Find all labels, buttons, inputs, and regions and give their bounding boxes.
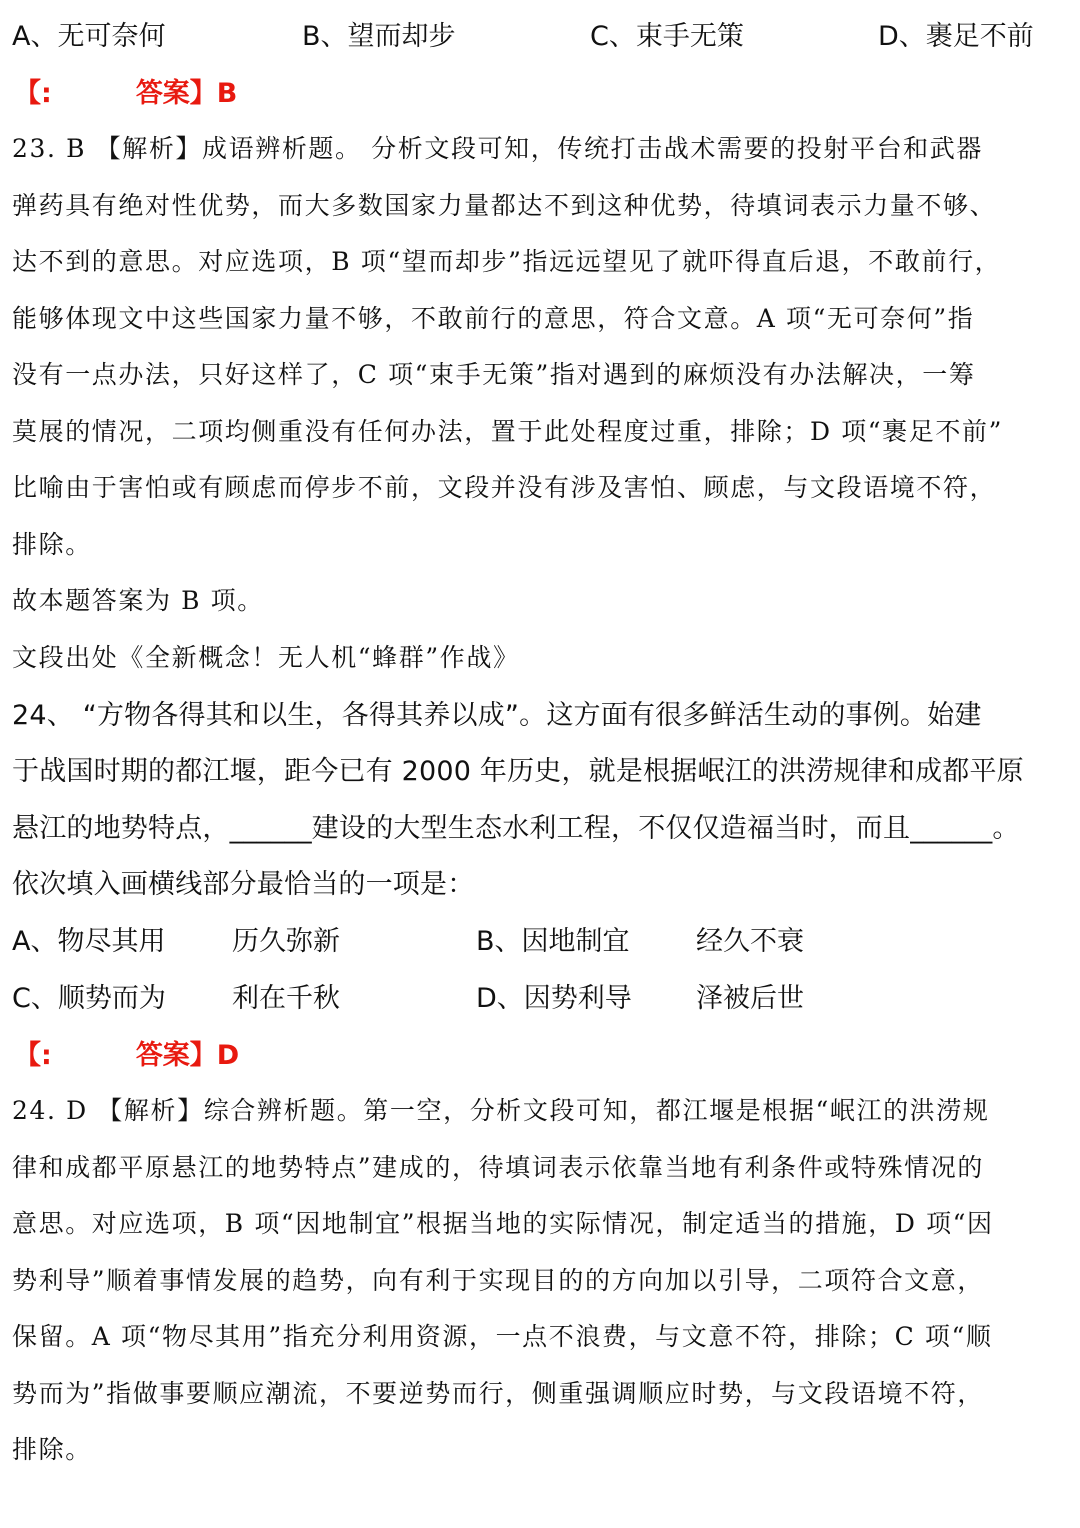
q24-answer (14, 1028, 239, 1084)
q23-explanation-line: 达不到的意思。对应选项，B 项“望而却步”指远远望见了就吓得直后退，不敢前行， (12, 247, 1002, 276)
q24-explanation-line: 排除。 (12, 1435, 92, 1464)
q24-question-line: 悬江的地势特点，______建设的大型生态水利工程，不仅仅造福当时，而且______。 (12, 813, 1020, 844)
q23-answer-text: 答案】B (135, 78, 238, 109)
q24-explanation-line: 保留。A 项“物尽其用”指充分利用资源，一点不浪费，与文意不符，排除；C 项“顺 (12, 1322, 993, 1351)
q24-option-b-label: B、因地制宜 (476, 926, 630, 957)
q23-answer (14, 66, 237, 122)
q23-answer-prefix: 【: (14, 78, 52, 109)
q23-explanation-line: 莫展的情况，二项均侧重没有任何办法，置于此处程度过重，排除；D 项“裹足不前” (12, 417, 1003, 446)
q24-explanation-line: 势而为”指做事要顺应潮流，不要逆势而行，侧重强调顺应时势，与文段语境不符， (12, 1379, 984, 1408)
q24-explanation-line: 24. D 【解析】综合辨析题。第一空，分析文段可知，都江堰是根据“岷江的洪涝规 (12, 1096, 990, 1125)
q24-option-a-value: 历久弥新 (232, 926, 340, 957)
q24-option-c-label: C、顺势而为 (12, 983, 166, 1014)
q24-answer-prefix: 【: (14, 1040, 52, 1071)
q24-explanation-line: 势利导”顺着事情发展的趋势，向有利于实现目的的方向加以引导，二项符合文意， (12, 1266, 984, 1295)
q24-explanation-line: 律和成都平原悬江的地势特点”建成的，待填词表示依靠当地有利条件或特殊情况的 (12, 1153, 984, 1182)
q24-option-b-value: 经久不衰 (696, 926, 804, 957)
q24-option-a-label: A、物尽其用 (12, 926, 166, 957)
q24-question-line: 于战国时期的都江堰，距今已有 2000 年历史，就是根据岷江的洪涝规律和成都平原 (12, 756, 1024, 787)
q23-explanation-line: 没有一点办法，只好这样了，C 项“束手无策”指对遇到的麻烦没有办法解决，一筹 (12, 360, 976, 389)
q24-option-d-value: 泽被后世 (696, 983, 804, 1014)
q24-option-c-value: 利在千秋 (232, 983, 340, 1014)
q23-explanation-line: 比喻由于害怕或有顾虑而停步不前，文段并没有涉及害怕、顾虑，与文段语境不符， (12, 473, 997, 502)
q24-question-instruction: 依次填入画横线部分最恰当的一项是： (12, 869, 475, 900)
q23-option-d: D、裹足不前 (878, 21, 1034, 52)
q23-conclusion: 故本题答案为 B 项。 (12, 586, 264, 615)
q23-option-a: A、无可奈何 (12, 21, 166, 52)
q23-option-c: C、束手无策 (590, 21, 744, 52)
q24-explanation-line: 意思。对应选项，B 项“因地制宜”根据当地的实际情况，制定适当的措施，D 项“因 (12, 1209, 994, 1238)
q24-question-line: 24、 “方物各得其和以生，各得其养以成”。这方面有很多鲜活生动的事例。始建 (12, 700, 982, 731)
q24-option-d-label: D、因势利导 (476, 983, 632, 1014)
q23-explanation-line: 弹药具有绝对性优势，而大多数国家力量都达不到这种优势，待填词表示力量不够、 (12, 191, 997, 220)
q23-explanation-line: 排除。 (12, 530, 92, 559)
q23-source: 文段出处《全新概念！无人机“蜂群”作战》 (12, 643, 520, 672)
q23-explanation-line: 能够体现文中这些国家力量不够，不敢前行的意思，符合文意。A 项“无可奈何”指 (12, 304, 975, 333)
q23-explanation-line: 23. B 【解析】成语辨析题。 分析文段可知，传统打击战术需要的投射平台和武器 (12, 134, 983, 163)
q24-answer-text: 答案】D (135, 1040, 240, 1071)
q23-option-b: B、望而却步 (302, 21, 456, 52)
